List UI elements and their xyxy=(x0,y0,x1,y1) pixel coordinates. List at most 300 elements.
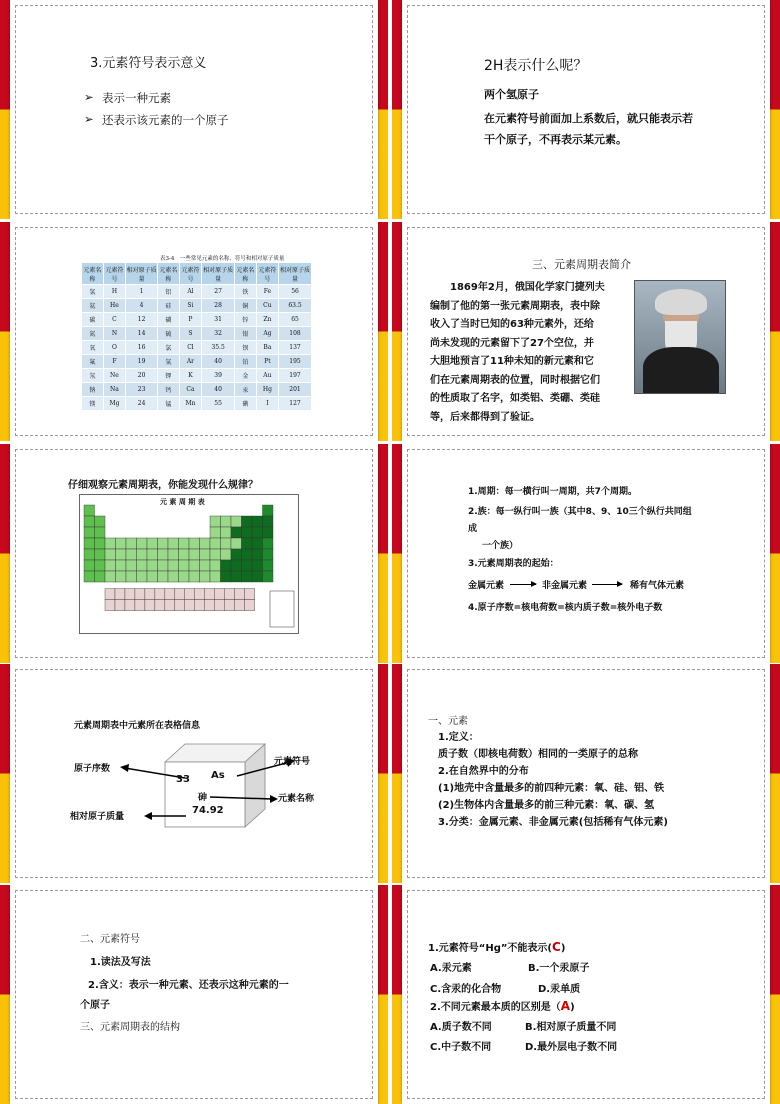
table-cell: Fe xyxy=(256,285,278,299)
table-cell-shape xyxy=(105,538,116,549)
table-cell-shape xyxy=(95,571,106,582)
intro-line: 尚未发现的元素留下了27个空位，并 xyxy=(430,337,594,349)
table-cell-shape xyxy=(263,516,274,527)
table-cell: Ar xyxy=(179,355,201,369)
table-header-cell: 元素名称 xyxy=(82,263,104,285)
slide-2[interactable] xyxy=(392,0,780,219)
table-cell: Mn xyxy=(179,397,201,411)
question-text: 2.不同元素最本质的区别是（ xyxy=(430,1002,561,1013)
table-cell: 197 xyxy=(279,369,312,383)
table-header-cell: 相对原子质量 xyxy=(202,263,235,285)
arrow-icon xyxy=(120,764,129,772)
table-cell-shape xyxy=(242,516,253,527)
table-cell-shape xyxy=(263,505,274,516)
table-cell: 氖 xyxy=(82,369,104,383)
option: C.含汞的化合物 xyxy=(430,984,502,995)
table-cell-shape xyxy=(252,516,263,527)
answer-mark: A xyxy=(560,999,571,1013)
table-cell: Ne xyxy=(103,369,125,383)
table-row xyxy=(82,397,312,411)
table-cell-shape xyxy=(225,600,235,611)
table-cell-shape xyxy=(210,527,221,538)
table-cell: 碳 xyxy=(82,313,104,327)
table-cell-shape xyxy=(242,571,253,582)
table-cell: K xyxy=(179,369,201,383)
table-cell: 镁 xyxy=(82,397,104,411)
table-cell-shape xyxy=(84,549,95,560)
table-cell: C xyxy=(103,313,125,327)
table-cell-shape xyxy=(135,600,145,611)
table-cell-shape xyxy=(126,571,137,582)
table-cell-shape xyxy=(126,560,137,571)
table-cell: Si xyxy=(179,299,201,313)
table-cell-shape xyxy=(137,560,148,571)
table-cell: 27 xyxy=(202,285,235,299)
slide-title: 仔细观察元素周期表，你能发现什么规律？ xyxy=(68,480,258,491)
chain-start: 金属元素 xyxy=(468,581,505,591)
question-text: 1.元素符号“Hg”不能表示( xyxy=(428,943,552,954)
table-cell-shape xyxy=(105,549,116,560)
table-cell: 钾 xyxy=(158,369,180,383)
table-header-cell: 相对原子质量 xyxy=(279,263,312,285)
question-1 xyxy=(428,939,565,954)
table-cell-shape xyxy=(263,549,274,560)
table-cell-shape xyxy=(155,589,165,600)
question-close: ) xyxy=(570,1002,575,1013)
table-cell: 银 xyxy=(235,327,257,341)
table-cell: 铁 xyxy=(235,285,257,299)
label-symbol: 元素符号 xyxy=(274,757,311,767)
table-row xyxy=(82,383,312,397)
table-cell-shape xyxy=(210,549,221,560)
slide-5[interactable] xyxy=(0,444,388,663)
table-cell-shape xyxy=(115,600,125,611)
table-row xyxy=(82,327,312,341)
table-cell-shape xyxy=(263,527,274,538)
table-cell-shape xyxy=(263,571,274,582)
note-line: 干个原子，不再表示某元素。 xyxy=(484,133,627,146)
table-cell-shape xyxy=(155,600,165,611)
table-cell-shape xyxy=(126,538,137,549)
table-cell-shape xyxy=(242,549,253,560)
table-cell: Na xyxy=(103,383,125,397)
slide-8[interactable] xyxy=(392,664,780,883)
bullet-icon: ➢ xyxy=(84,90,94,104)
table-cell-shape xyxy=(95,549,106,560)
intro-line: 1869年2月，俄国化学家门捷列夫 xyxy=(450,282,605,293)
table-cell-shape xyxy=(95,560,106,571)
table-cell-shape xyxy=(189,549,200,560)
table-cell-shape xyxy=(105,600,115,611)
table-cell-shape xyxy=(168,571,179,582)
table-cell-shape xyxy=(252,560,263,571)
option: D.汞单质 xyxy=(538,984,581,995)
table-cell-shape xyxy=(231,560,242,571)
table-cell-shape xyxy=(84,571,95,582)
table-cell-shape xyxy=(242,538,253,549)
table-cell: 1 xyxy=(126,285,158,299)
bullet-text: 还表示该元素的一个原子 xyxy=(102,113,229,127)
slide-title: 2H表示什么呢？ xyxy=(484,58,588,74)
table-cell: 碘 xyxy=(235,397,257,411)
table-cell-shape xyxy=(105,560,116,571)
table-cell: P xyxy=(179,313,201,327)
table-cell-shape xyxy=(179,549,190,560)
table-cell-shape xyxy=(175,600,185,611)
table-cell-shape xyxy=(200,549,211,560)
table-cell: 65 xyxy=(279,313,312,327)
table-cell-shape xyxy=(168,538,179,549)
text-line: (2)生物体内含量最多的前三种元素：氧、碳、氢 xyxy=(438,800,655,811)
intro-line: 大胆地预言了11种未知的新元素和它 xyxy=(430,356,594,367)
table-cell: 19 xyxy=(126,355,158,369)
cell-name: 砷 xyxy=(198,793,208,803)
arrow-icon xyxy=(144,812,152,820)
table-cell: I xyxy=(256,397,278,411)
table-cell-shape xyxy=(221,560,232,571)
table-cell: 12 xyxy=(126,313,158,327)
text-line: 成 xyxy=(468,524,478,534)
table-cell: 55 xyxy=(202,397,235,411)
slide-title: 3.元素符号表示意义 xyxy=(90,56,207,71)
table-cell-shape xyxy=(137,571,148,582)
table-cell: 氢 xyxy=(82,285,104,299)
table-cell: Mg xyxy=(103,397,125,411)
table-cell-shape xyxy=(84,527,95,538)
table-row xyxy=(82,313,312,327)
chain-end: 稀有气体元素 xyxy=(630,581,685,591)
table-cell-shape xyxy=(158,560,169,571)
table-header-cell: 元素符号 xyxy=(256,263,278,285)
table-cell-shape xyxy=(185,589,195,600)
intro-line: 收入了当时已知的63种元素外，还给 xyxy=(430,319,594,330)
text-line: 个原子 xyxy=(80,1000,110,1011)
table-cell-shape xyxy=(210,571,221,582)
table-cell-shape xyxy=(105,589,115,600)
table-cell-shape xyxy=(252,527,263,538)
table-cell-shape xyxy=(231,538,242,549)
option: A.质子数不同 xyxy=(430,1022,492,1033)
table-cell-shape xyxy=(116,571,127,582)
table-cell: 氯 xyxy=(158,341,180,355)
table-cell-shape xyxy=(84,505,95,516)
table-cell-shape xyxy=(263,538,274,549)
mendeleev-portrait xyxy=(634,280,726,394)
section-heading: 二、元素符号 xyxy=(80,934,140,945)
table-cell: 63.5 xyxy=(279,299,312,313)
slide-6[interactable] xyxy=(392,444,780,663)
table-cell: 金 xyxy=(235,369,257,383)
table-cell-shape xyxy=(95,538,106,549)
table-cell-shape xyxy=(147,549,158,560)
table-cell-shape xyxy=(185,600,195,611)
table-caption: 表3-4 一些常见元素的名称、符号和相对原子质量 xyxy=(160,256,285,262)
table-cell-shape xyxy=(235,600,245,611)
table-cell: He xyxy=(103,299,125,313)
table-cell: 钡 xyxy=(235,341,257,355)
table-cell-shape xyxy=(195,600,205,611)
table-cell-shape xyxy=(165,589,175,600)
slide-4[interactable] xyxy=(392,222,780,441)
chain-middle: 非金属元素 xyxy=(542,581,588,591)
arrow-icon xyxy=(592,584,622,585)
slide-7[interactable] xyxy=(0,664,388,883)
table-cell-shape xyxy=(245,600,255,611)
table-cell-shape xyxy=(210,516,221,527)
table-cell: S xyxy=(179,327,201,341)
table-cell-shape xyxy=(205,600,215,611)
table-cell-shape xyxy=(221,549,232,560)
table-row xyxy=(82,341,312,355)
question-close: ) xyxy=(560,943,566,954)
table-cell-shape xyxy=(245,589,255,600)
table-cell-shape xyxy=(231,516,242,527)
table-cell: Al xyxy=(179,285,201,299)
table-cell-shape xyxy=(179,571,190,582)
table-cell: 铂 xyxy=(235,355,257,369)
table-cell: 35.5 xyxy=(202,341,235,355)
text-line: 4.原子序数=核电荷数=核内质子数=核外电子数 xyxy=(468,603,663,613)
table-cell-shape xyxy=(137,549,148,560)
table-cell-shape xyxy=(105,571,116,582)
table-cell-shape xyxy=(168,549,179,560)
table-cell: Zn xyxy=(256,313,278,327)
slide-card xyxy=(10,0,378,219)
note-line: 在元素符号前面加上系数后，就只能表示若 xyxy=(484,112,693,125)
slide-title: 元素周期表中元素所在表格信息 xyxy=(74,721,201,731)
table-row xyxy=(82,369,312,383)
table-cell-shape xyxy=(231,527,242,538)
text-line: 3.元素周期表的起始： xyxy=(468,559,559,569)
table-cell: 40 xyxy=(202,383,235,397)
table-cell: 4 xyxy=(126,299,158,313)
table-cell: 磷 xyxy=(158,313,180,327)
table-cell: 硅 xyxy=(158,299,180,313)
table-cell-shape xyxy=(215,589,225,600)
table-cell: 14 xyxy=(126,327,158,341)
table-cell-shape xyxy=(221,516,232,527)
table-cell: 钙 xyxy=(158,383,180,397)
text-line: 1.读法及写法 xyxy=(90,957,151,968)
table-cell-shape xyxy=(210,538,221,549)
table-cell-shape xyxy=(179,560,190,571)
table-cell-shape xyxy=(242,560,253,571)
slide-9[interactable] xyxy=(0,885,388,1104)
table-cell: 氟 xyxy=(82,355,104,369)
table-cell-shape xyxy=(200,560,211,571)
table-cell-shape xyxy=(84,516,95,527)
intro-line: 的性质取了名字，如类铝、类硼、类硅 xyxy=(430,393,600,404)
table-cell-shape xyxy=(147,571,158,582)
table-cell: 16 xyxy=(126,341,158,355)
periodic-table-title: 元 素 周 期 表 xyxy=(160,498,205,506)
slide-3[interactable] xyxy=(0,222,388,441)
table-cell-shape xyxy=(200,538,211,549)
table-cell: 201 xyxy=(279,383,312,397)
table-cell-shape xyxy=(252,571,263,582)
bullet-icon: ➢ xyxy=(84,112,94,126)
table-cell-shape xyxy=(115,589,125,600)
answer-text: 两个氢原子 xyxy=(484,88,539,101)
intro-line: 编制了他的第一张元素周期表，表中除 xyxy=(430,300,600,312)
table-cell-shape xyxy=(145,589,155,600)
table-cell-shape xyxy=(225,589,235,600)
table-cell-shape xyxy=(116,538,127,549)
periodic-table-image xyxy=(79,494,299,634)
intro-line: 等，后来都得到了验证。 xyxy=(430,411,540,423)
table-row xyxy=(82,285,312,299)
table-cell: 40 xyxy=(202,355,235,369)
option: D.最外层电子数不同 xyxy=(525,1042,618,1053)
table-cell-shape xyxy=(210,560,221,571)
table-cell: 氩 xyxy=(158,355,180,369)
text-line: 2.在自然界中的分布 xyxy=(438,766,529,777)
table-cell-shape xyxy=(158,538,169,549)
table-cell-shape xyxy=(158,549,169,560)
table-cell: 硫 xyxy=(158,327,180,341)
table-cell: N xyxy=(103,327,125,341)
table-cell: 32 xyxy=(202,327,235,341)
arrow-icon xyxy=(270,795,278,803)
table-cell: Ca xyxy=(179,383,201,397)
cell-symbol: As xyxy=(211,770,225,781)
cell-mass: 74.92 xyxy=(192,805,224,816)
bullet-text: 表示一种元素 xyxy=(102,91,171,105)
slide-10[interactable] xyxy=(392,885,780,1104)
table-cell-shape xyxy=(168,560,179,571)
table-cell-shape xyxy=(158,571,169,582)
table-cell: Ba xyxy=(256,341,278,355)
table-cell-shape xyxy=(116,560,127,571)
text-line: 1.周期：每一横行叫一周期，共7个周期。 xyxy=(468,487,637,497)
table-cell-shape xyxy=(175,589,185,600)
table-header-cell: 元素名称 xyxy=(235,263,257,285)
table-cell-shape xyxy=(95,527,106,538)
table-cell: 127 xyxy=(279,397,312,411)
table-row xyxy=(82,355,312,369)
table-header-cell: 元素名称 xyxy=(158,263,180,285)
table-cell: O xyxy=(103,341,125,355)
table-cell-shape xyxy=(215,600,225,611)
table-cell: 氮 xyxy=(82,327,104,341)
table-cell-shape xyxy=(195,589,205,600)
table-cell-shape xyxy=(116,549,127,560)
table-cell-shape xyxy=(147,538,158,549)
table-cell: 24 xyxy=(126,397,158,411)
table-cell: 20 xyxy=(126,369,158,383)
table-cell-shape xyxy=(84,538,95,549)
table-header-cell: 元素符号 xyxy=(103,263,125,285)
table-cell: 钠 xyxy=(82,383,104,397)
table-cell-shape xyxy=(165,600,175,611)
periodic-table-grid xyxy=(80,495,298,633)
legend-box xyxy=(270,591,294,627)
table-cell: 汞 xyxy=(235,383,257,397)
table-cell: Ag xyxy=(256,327,278,341)
table-cell: Cl xyxy=(179,341,201,355)
option: A.汞元素 xyxy=(430,963,472,974)
table-cell: 31 xyxy=(202,313,235,327)
table-cell-shape xyxy=(125,589,135,600)
table-cell: 锌 xyxy=(235,313,257,327)
table-cell: 137 xyxy=(279,341,312,355)
table-cell-shape xyxy=(263,560,274,571)
table-cell: 锰 xyxy=(158,397,180,411)
table-cell-shape xyxy=(231,549,242,560)
text-line: 3.分类：金属元素、非金属元素(包括稀有气体元素) xyxy=(438,817,668,828)
table-cell-shape xyxy=(147,560,158,571)
table-cell: 氧 xyxy=(82,341,104,355)
table-cell-shape xyxy=(200,571,211,582)
table-header-cell: 相对原子质量 xyxy=(126,263,158,285)
table-cell: F xyxy=(103,355,125,369)
table-row xyxy=(82,299,312,313)
table-cell: 108 xyxy=(279,327,312,341)
text-line: 一个族） xyxy=(482,541,519,551)
table-cell: Hg xyxy=(256,383,278,397)
table-cell-shape xyxy=(95,516,106,527)
table-cell-shape xyxy=(242,527,253,538)
table-cell: 39 xyxy=(202,369,235,383)
table-cell-shape xyxy=(235,589,245,600)
table-cell-shape xyxy=(84,560,95,571)
element-table xyxy=(81,262,312,411)
table-cell-shape xyxy=(125,600,135,611)
cell-number: 33 xyxy=(176,774,190,785)
table-cell-shape xyxy=(221,527,232,538)
table-cell: 195 xyxy=(279,355,312,369)
table-cell: Au xyxy=(256,369,278,383)
table-cell-shape xyxy=(137,538,148,549)
arrow-icon xyxy=(510,584,536,585)
text-line: 2.含义：表示一种元素、还表示这种元素的一 xyxy=(88,980,289,991)
table-cell-shape xyxy=(145,600,155,611)
table-cell-shape xyxy=(252,549,263,560)
label-atomic-number: 原子序数 xyxy=(74,764,111,774)
intro-line: 们在元素周期表的位置，同时根据它们 xyxy=(430,374,600,386)
table-cell-shape xyxy=(126,549,137,560)
slide-card xyxy=(402,444,770,663)
label-name: 元素名称 xyxy=(278,794,315,804)
table-cell-shape xyxy=(179,538,190,549)
table-cell: 铝 xyxy=(158,285,180,299)
option: B.一个汞原子 xyxy=(528,963,590,974)
slide-title: 三、元素周期表简介 xyxy=(532,258,631,271)
label-atomic-mass: 相对原子质量 xyxy=(70,812,125,822)
slide-card xyxy=(10,885,378,1104)
table-cell-shape xyxy=(135,589,145,600)
element-cell-diagram xyxy=(0,664,388,883)
answer-mark: C xyxy=(552,940,561,954)
table-cell: 氦 xyxy=(82,299,104,313)
section-heading: 三、元素周期表的结构 xyxy=(80,1022,180,1033)
section-heading: 一、元素 xyxy=(428,716,468,727)
table-cell-shape xyxy=(189,571,200,582)
table-cell: 28 xyxy=(202,299,235,313)
table-cell-shape xyxy=(221,538,232,549)
text-line: 2.族：每一纵行叫一族（其中8、9、10三个纵行共同组 xyxy=(468,507,692,517)
table-cell-shape xyxy=(231,571,242,582)
text-line: (1)地壳中含量最多的前四种元素：氧、硅、铝、铁 xyxy=(438,783,665,794)
table-cell: 56 xyxy=(279,285,312,299)
table-cell-shape xyxy=(189,560,200,571)
text-line: 质子数（即核电荷数）相同的一类原子的总称 xyxy=(438,749,638,760)
table-cell: Pt xyxy=(256,355,278,369)
slide-1[interactable] xyxy=(0,0,388,219)
table-cell-shape xyxy=(189,538,200,549)
table-cell-shape xyxy=(205,589,215,600)
table-cell: H xyxy=(103,285,125,299)
